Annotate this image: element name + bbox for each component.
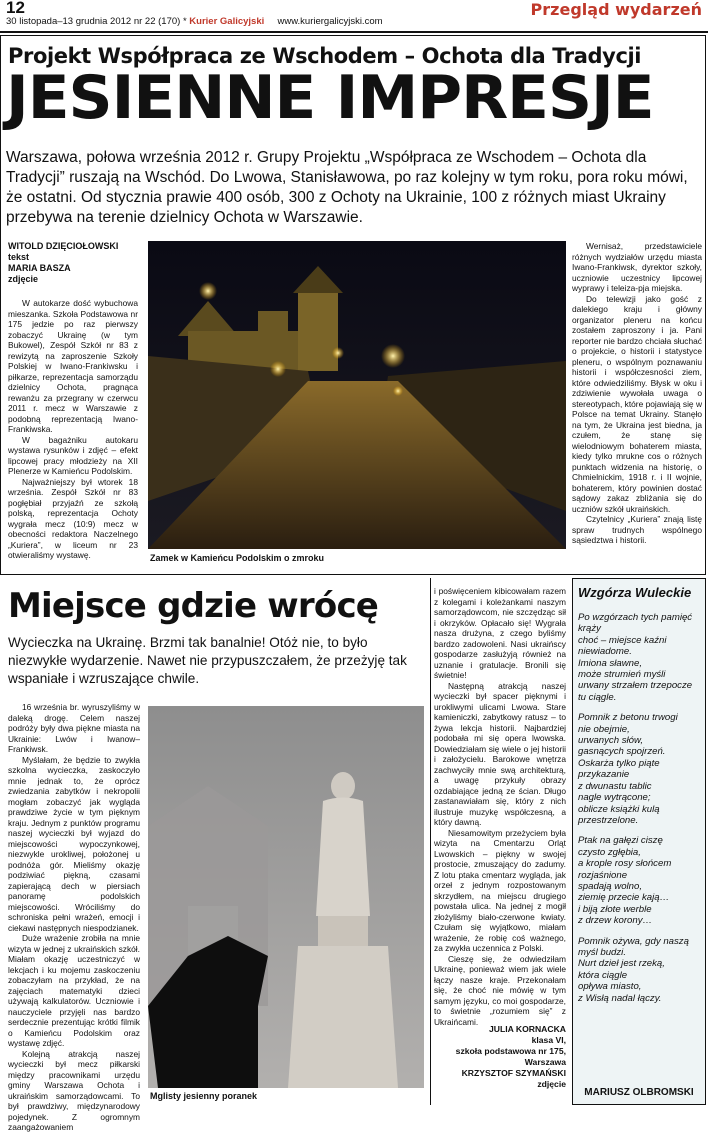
paragraph: Kolejną atrakcją naszej wycieczki był mecz piłkarski między pracownikami urzędu gminy Warszawa Ochota i ukraińskim samorządowcami. To był prawdziwy, międzynarodowy pojedynek. Z ogromnym zaangażowaniem — [8, 1048, 140, 1132]
paragraph: i poświęceniem kibicowałam razem z kolegami i koleżankami naszym samorządowcom, nie szczędząc sił i okrzyków. Opłacało się! Wygrała nasza drużyna, z czego byliśmy bardzo zadowoleni. Nasi ukraińscy gospodarze zasłużyją również na uznanie i gratulacje. Bronili się świetnie! — [434, 586, 566, 680]
paragraph: Niesamowitym przeżyciem była wizyta na Cmentarzu Orląt Lwowskich – piękny w swojej prostocie, zmuszający do zadumy. Z lotu ptaka cmentarz wygląda, jak orzeł z jednym rozpostowanym skrzydłem, na miejscu drugiego powstała ulica. Na jednej z mogił złożyliśmy biało-czerwone kwiaty. Czułam się wyjątkowo, miałam wrażenie, że robię coś ważnego, za zwykła uczennica z Polski. — [434, 827, 566, 953]
article1-byline — [8, 241, 144, 285]
paragraph: 16 września br. wyruszyliśmy w daleką drogę. Celem naszej podróży były dwa piękne miasta na Ukrainie: Lwów i Iwanow–Frankiwsk. — [8, 702, 140, 754]
issue-date: 30 listopada–13 grudnia 2012 nr 22 (170) * — [6, 16, 190, 27]
paragraph: Czytelnicy „Kuriera” znają listę spraw trudnych wspólnego sąsiedztwa i historii. — [572, 514, 702, 545]
paragraph: Następną atrakcją naszej wycieczki był spacer pięknymi i urokliwymi ulicami Lwowa. Stare kamieniczki, zabytkowy ratusz – to żywa lekcja historii. Najbardziej podobała mi się opera lwowska. Dowiedziałam się wiele o jej historii i założycielu. Barokowe wnętrza zachwyciły mnie swą architekturą, a uwagę przykuły obrazy ozdabiające jedną ze ścian. Długo zastanawiałam się, który z nich ilustruje muzykę współczesną, a który dawną. — [434, 680, 566, 827]
poem-stanza: Po wzgórzach tych pamięć krąży choć – miejsce kaźni niewiadome. Imiona sławne, może strumień myśli urwany strzałem trzepocze tu ciągle. — [578, 612, 693, 703]
author-role: zdjęcie — [8, 274, 39, 284]
paragraph: Myślałam, że będzie to zwykła szkolna wycieczka, zaskoczyło mnie jednak to, że oprócz zwiedzania zabytków i nekropolii mogłam zobaczyć jak wygląda prawdziwe życie w tym pięknym kraju. Jednym z punktów programu naszej wycieczki był wyjazd do miejscowości wypoczynkowej, niezwykle urokliwej, położonej u podnóża gór. Mieliśmy okazję podziwiać piękną, czasami zapierającą dech w piersiach panoramę podolskich miejscowości. Wróciliśmy do schroniska pełni wrażeń, emocji i ciekawi następnych niespodzianek. — [8, 754, 140, 933]
section-title: Przegląd wydarzeń — [530, 0, 702, 19]
paragraph: W autokarze dość wybuchowa mieszanka. Szkoła Podstawowa nr 175 jedzie po raz pierwszy zobaczyć Ukrainę (w tym Bukowel), Zespół Szkół nr 83 z rewizytą na zaproszenie Szkoły Polskiej w Iwano-Frankiwsku i piłkarze, reprezentacja samorządu dzielnicy Ochota, pragnąca rewanżu za przegrany w czerwcu 2011 r. mecz w Warszawie z podobną reprezentacją Iwano-Frankiwska. — [8, 298, 138, 434]
signature-line: Warszawa — [524, 1057, 566, 1067]
signature-line: szkoła podstawowa nr 175, — [455, 1046, 566, 1056]
author-name: MARIA BASZA — [8, 263, 71, 273]
article2-signature — [434, 1024, 566, 1090]
signature-line: zdjęcie — [537, 1079, 566, 1089]
castle-photo-image — [148, 241, 566, 549]
paragraph: W bagażniku autokaru wystawa rysunków i zdjęć – efekt lipcowej pracy młodzieży na XII Plenerze w Kamieńcu Podolskim. — [8, 434, 138, 476]
paragraph: Cieszę się, że odwiedziłam Ukrainę, ponieważ wiem jak wiele łączy nasze kraje. Przekonałam się, że choć nie mówię w tym samym języku, co moi gospodarze, to świetnie „rozumiem się” z Ukraińcami. — [434, 953, 566, 1027]
poem-stanza: Pomnik z betonu trwogi nie obejmie, urwanych słów, gasnących spojrzeń. Oskarża tylko piąte przykazanie z dwunastu tablic nagle wytrącone; oblicze książki kulą przestrzelone. — [578, 712, 678, 826]
article2-lead: Wycieczka na Ukrainę. Brzmi tak banalnie! Otóż nie, to było niezwykłe wydarzenie. Nawet nie przypuszczałem, że przeżyję tak wspaniałe i wzruszające chwile. — [8, 635, 407, 686]
poem-text — [578, 612, 702, 1013]
author-role: tekst — [8, 252, 30, 262]
article1-kicker: Projekt Współpraca ze Wschodem – Ochota dla Tradycji — [8, 44, 642, 68]
paragraph: Najważniejszy był wtorek 18 września. Zespół Szkół nr 83 pogłębiał przyjaźń ze szkołą polską, reprezentacja Ochoty wygrała mecz (10:9) mecz w obecności redaktora Naczelnego „Kuriera”, w liceum nr 23 otwieraliśmy wystawę. — [8, 476, 138, 560]
page-number: 12 — [6, 0, 25, 17]
paragraph: Wernisaż, przedstawiciele różnych wydziałów urzędu miasta Iwano-Frankiwsk, dyrektor szkoły, uczniowie uczestnicy lipcowej wyprawy i teleiza-pja miejska. — [572, 241, 702, 293]
poem-stanza: Pomnik ożywa, gdy naszą myśl budzi. Nurt dzieł jest rzeką, która ciągle opływa miasto, z Wisłą nadal łączy. — [578, 935, 689, 1004]
paragraph: Duże wrażenie zrobiła na mnie wizyta w jednej z ukraińskich szkół. Miałam okazję uczestniczyć w lekcjach i ku mojemu zaskoczeniu zobaczyłam na przykład, że na zajęciach matematyki dzieci używają kalkulatorów. Uczniowie i nauczyciele przyjęli nas bardzo serdecznie prezentując krótki filmik o Kamieńcu Podolskim oraz wystawę zdjęć. — [8, 933, 140, 1048]
signature-line: JULIA KORNACKA — [488, 1024, 566, 1034]
article1-photo-caption: Zamek w Kamieńcu Podolskim o zmroku — [150, 553, 325, 563]
article2-title: Miejsce gdzie wrócę — [8, 586, 379, 626]
issue-line — [6, 16, 383, 27]
poem-title: Wzgórza Wuleckie — [578, 585, 692, 600]
signature-line: KRZYSZTOF SZYMAŃSKI — [461, 1068, 566, 1078]
article2-photo-caption: Mglisty jesienny poranek — [150, 1091, 258, 1101]
article1-column-right — [572, 241, 702, 546]
article1-title: JESIENNE IMPRESJE — [6, 63, 654, 133]
signature-line: klasa VI, — [531, 1035, 566, 1045]
fog-photo-image — [148, 706, 424, 1088]
brand-name: Kurier Galicyjski — [189, 16, 265, 27]
column-divider — [430, 578, 431, 1105]
fog-photo — [148, 706, 424, 1088]
castle-photo — [148, 241, 566, 549]
poem-author: MARIUSZ OLBROMSKI — [584, 1087, 694, 1098]
author-name: WITOLD DZIĘCIOŁOWSKI — [8, 241, 119, 251]
article2-column-left — [8, 702, 140, 1133]
header-rule — [0, 31, 708, 33]
article1-column-left — [8, 298, 138, 561]
website-link[interactable]: www.kuriergalicyjski.com — [277, 16, 383, 27]
poem-stanza: Ptak na gałęzi ciszę czysto zgłębia, a krople rosy słońcem rozjaśnione spadają wolno, ziemię przecie kają… i biją złote werble z drzew korony… — [578, 835, 672, 927]
article2-column-right — [434, 586, 566, 1027]
paragraph: Do telewizji jako gość z dalekiego kraju i główny organizator pleneru na końcu zostałem zaproszony i ja. Pani reporter nie bardzo chciała słuchać o projekcie, o historii i statystyce pleneru, o wspólnym poznawaniu historii i współczesności ziem, które odwiedziliśmy. Błysk w oku i zdziwienie wywołała uwaga o stereotypach, które pojawiają się w Polsce na temat Ukrainy. Stanęło na tym, że Ukraina jest biedna, ja czułem, że stanę się wielodniowym bohaterem miasta, kiedy tylko mrukne cos o różnych punktach widzenia na historię, o Chmielnickim, 1918 r. i II wojnie, bohaterem, który powinien dostać sądowy zakaz zbliżania się do uczniów szkół ukraińskich. — [572, 293, 702, 514]
article1-lead: Warszawa, połowa września 2012 r. Grupy Projektu „Współpraca ze Wschodem – Ochota dla Tradycji” ruszają na Wschód. Do Lwowa, Stanisławowa, po raz kolejny w tym roku, pora roku mówi, że ostatni. Od stycznia prawie 400 osób, 300 z Ochoty na Ukrainie, 100 z różnych miast Ukrainy przebywa na terenie dzielnicy Ochota w Warszawie. — [6, 149, 688, 226]
